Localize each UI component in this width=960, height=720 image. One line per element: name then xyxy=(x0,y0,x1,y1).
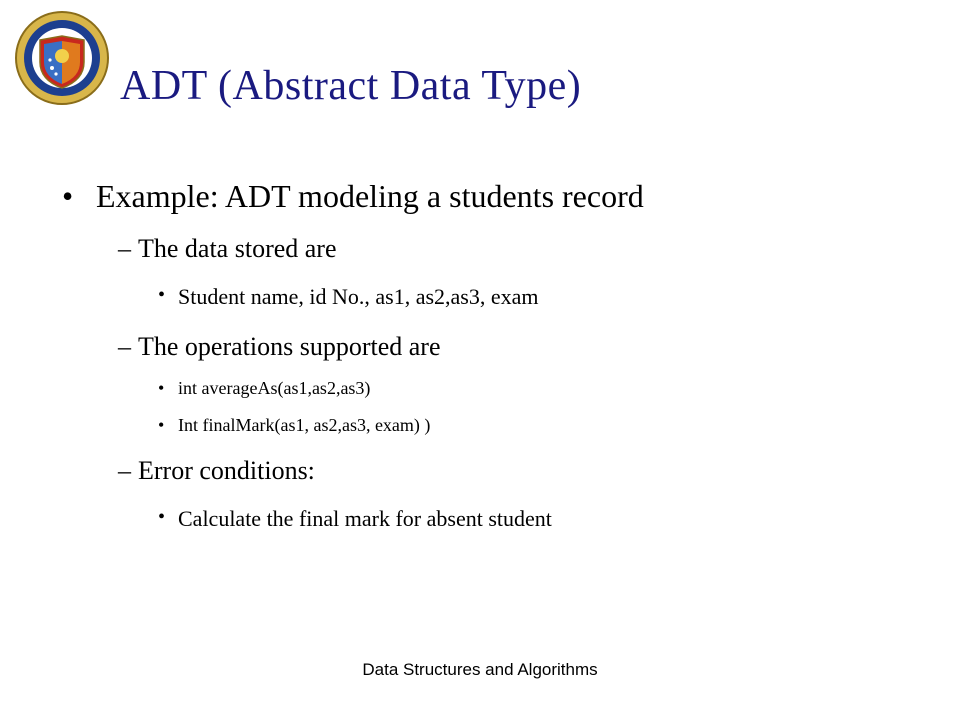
bullet-text: Example: ADT modeling a students record xyxy=(96,178,644,214)
bullet-text: Calculate the final mark for absent student xyxy=(178,506,552,531)
bullet-text: int averageAs(as1,as2,as3) xyxy=(178,378,371,398)
dash-icon: – xyxy=(118,234,131,263)
slide-footer: Data Structures and Algorithms xyxy=(362,660,598,679)
bullet-text: The operations supported are xyxy=(138,332,441,361)
bullet-icon: • xyxy=(158,284,166,306)
bullet-text: Error conditions: xyxy=(138,456,315,485)
bullet-icon: • xyxy=(62,178,74,214)
bullet-text: Student name, id No., as1, as2,as3, exam xyxy=(178,284,539,309)
dash-icon: – xyxy=(118,332,131,361)
bullet-text: Int finalMark(as1, as2,as3, exam) ) xyxy=(178,415,431,435)
bullet-icon: • xyxy=(158,506,166,528)
university-logo xyxy=(14,10,110,106)
bullet-text: The data stored are xyxy=(138,234,337,263)
bullet-icon: • xyxy=(158,378,165,398)
dash-icon: – xyxy=(118,456,131,485)
slide-title: ADT (Abstract Data Type) xyxy=(120,63,582,109)
bullet-icon: • xyxy=(158,415,165,435)
